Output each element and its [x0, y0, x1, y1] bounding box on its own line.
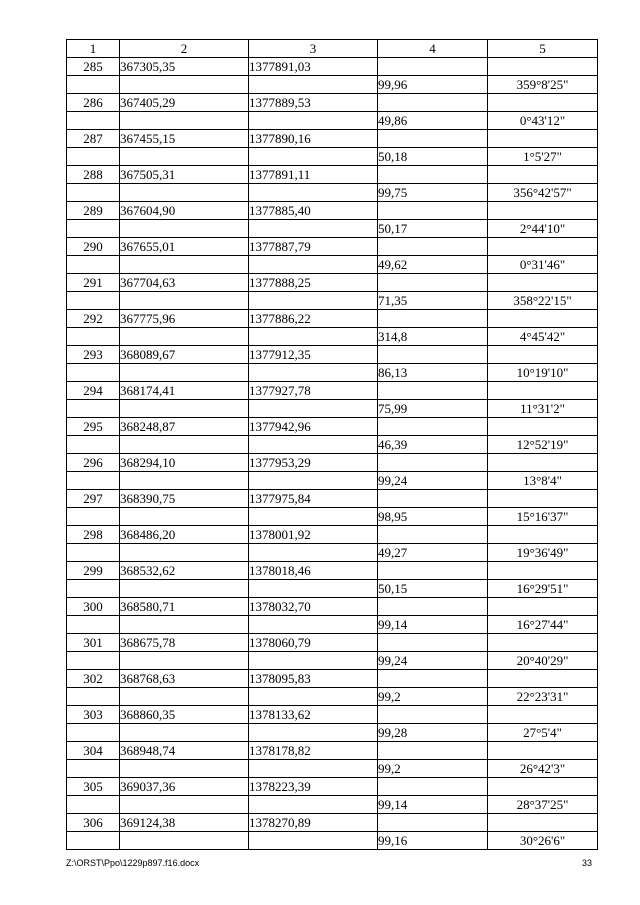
table-row: [67, 472, 598, 490]
empty-cell: [120, 796, 249, 814]
point-number-cell: 291: [67, 274, 120, 292]
empty-cell: [120, 652, 249, 670]
direction-angle-cell: 15°16'37": [488, 508, 598, 526]
y-coordinate-cell: 1378001,92: [249, 526, 378, 544]
distance-cell: 50,18: [378, 148, 488, 166]
empty-cell: [249, 688, 378, 706]
y-coordinate-cell: 1377886,22: [249, 310, 378, 328]
point-number-cell: 286: [67, 94, 120, 112]
direction-angle-cell: 1°5'27": [488, 148, 598, 166]
empty-cell: [249, 580, 378, 598]
y-coordinate-cell: 1377927,78: [249, 382, 378, 400]
x-coordinate-cell: 368174,41: [120, 382, 249, 400]
empty-cell: [249, 724, 378, 742]
empty-cell: [378, 814, 488, 832]
empty-cell: [67, 400, 120, 418]
empty-cell: [249, 112, 378, 130]
distance-cell: 99,14: [378, 796, 488, 814]
table-row: [67, 436, 598, 454]
distance-cell: 49,27: [378, 544, 488, 562]
point-number-cell: 295: [67, 418, 120, 436]
distance-cell: 50,15: [378, 580, 488, 598]
empty-cell: [249, 400, 378, 418]
empty-cell: [249, 616, 378, 634]
table-row: [67, 544, 598, 562]
direction-angle-cell: 358°22'15": [488, 292, 598, 310]
empty-cell: [488, 382, 598, 400]
x-coordinate-cell: 367305,35: [120, 58, 249, 76]
empty-cell: [488, 202, 598, 220]
x-coordinate-cell: 368089,67: [120, 346, 249, 364]
table-row: [67, 130, 598, 148]
empty-cell: [249, 148, 378, 166]
distance-cell: 98,95: [378, 508, 488, 526]
x-coordinate-cell: 368294,10: [120, 454, 249, 472]
empty-cell: [488, 598, 598, 616]
empty-cell: [67, 544, 120, 562]
table-row: [67, 760, 598, 778]
empty-cell: [67, 76, 120, 94]
header-row: [67, 40, 598, 58]
empty-cell: [120, 76, 249, 94]
point-number-cell: 306: [67, 814, 120, 832]
table-row: [67, 238, 598, 256]
distance-cell: 99,2: [378, 688, 488, 706]
x-coordinate-cell: 368390,75: [120, 490, 249, 508]
footer-page-number: 33: [582, 858, 593, 868]
point-number-cell: 289: [67, 202, 120, 220]
y-coordinate-cell: 1377975,84: [249, 490, 378, 508]
empty-cell: [120, 544, 249, 562]
empty-cell: [120, 760, 249, 778]
table-row: [67, 382, 598, 400]
empty-cell: [67, 364, 120, 382]
empty-cell: [249, 220, 378, 238]
empty-cell: [249, 76, 378, 94]
x-coordinate-cell: 368486,20: [120, 526, 249, 544]
empty-cell: [67, 112, 120, 130]
table-row: [67, 202, 598, 220]
empty-cell: [67, 508, 120, 526]
point-number-cell: 301: [67, 634, 120, 652]
distance-cell: 49,86: [378, 112, 488, 130]
empty-cell: [120, 688, 249, 706]
table-row: [67, 274, 598, 292]
empty-cell: [488, 490, 598, 508]
distance-cell: 99,96: [378, 76, 488, 94]
empty-cell: [249, 760, 378, 778]
point-number-cell: 297: [67, 490, 120, 508]
empty-cell: [67, 472, 120, 490]
point-number-cell: 305: [67, 778, 120, 796]
table-row: [67, 94, 598, 112]
direction-angle-cell: 30°26'6": [488, 832, 598, 850]
empty-cell: [488, 346, 598, 364]
empty-cell: [120, 724, 249, 742]
point-number-cell: 293: [67, 346, 120, 364]
empty-cell: [378, 346, 488, 364]
empty-cell: [378, 454, 488, 472]
x-coordinate-cell: 368768,63: [120, 670, 249, 688]
empty-cell: [67, 616, 120, 634]
point-number-cell: 300: [67, 598, 120, 616]
table-row: [67, 580, 598, 598]
table-row: [67, 670, 598, 688]
coordinates-table: [66, 39, 598, 850]
x-coordinate-cell: 368580,71: [120, 598, 249, 616]
empty-cell: [378, 670, 488, 688]
empty-cell: [67, 184, 120, 202]
empty-cell: [488, 670, 598, 688]
empty-cell: [120, 508, 249, 526]
x-coordinate-cell: 368248,87: [120, 418, 249, 436]
point-number-cell: 304: [67, 742, 120, 760]
point-number-cell: 303: [67, 706, 120, 724]
direction-angle-cell: 16°29'51": [488, 580, 598, 598]
empty-cell: [378, 634, 488, 652]
empty-cell: [378, 94, 488, 112]
table-row: [67, 58, 598, 76]
empty-cell: [249, 184, 378, 202]
table-row: [67, 832, 598, 850]
empty-cell: [378, 526, 488, 544]
empty-cell: [120, 112, 249, 130]
y-coordinate-cell: 1377891,11: [249, 166, 378, 184]
y-coordinate-cell: 1377888,25: [249, 274, 378, 292]
point-number-cell: 299: [67, 562, 120, 580]
empty-cell: [378, 706, 488, 724]
empty-cell: [67, 328, 120, 346]
y-coordinate-cell: 1378095,83: [249, 670, 378, 688]
empty-cell: [488, 742, 598, 760]
empty-cell: [67, 580, 120, 598]
header-cell: 5: [488, 40, 598, 58]
empty-cell: [378, 274, 488, 292]
point-number-cell: 285: [67, 58, 120, 76]
distance-cell: 99,24: [378, 472, 488, 490]
empty-cell: [67, 220, 120, 238]
empty-cell: [249, 256, 378, 274]
x-coordinate-cell: 367775,96: [120, 310, 249, 328]
x-coordinate-cell: 367505,31: [120, 166, 249, 184]
empty-cell: [67, 724, 120, 742]
distance-cell: 71,35: [378, 292, 488, 310]
empty-cell: [120, 328, 249, 346]
direction-angle-cell: 12°52'19": [488, 436, 598, 454]
empty-cell: [67, 256, 120, 274]
empty-cell: [249, 796, 378, 814]
table-row: [67, 256, 598, 274]
y-coordinate-cell: 1377953,29: [249, 454, 378, 472]
empty-cell: [120, 400, 249, 418]
table-row: [67, 148, 598, 166]
empty-cell: [120, 436, 249, 454]
header-cell: 3: [249, 40, 378, 58]
table-row: [67, 328, 598, 346]
empty-cell: [120, 256, 249, 274]
y-coordinate-cell: 1378060,79: [249, 634, 378, 652]
y-coordinate-cell: 1377890,16: [249, 130, 378, 148]
direction-angle-cell: 28°37'25": [488, 796, 598, 814]
empty-cell: [378, 58, 488, 76]
table-row: [67, 76, 598, 94]
table-row: [67, 724, 598, 742]
empty-cell: [67, 436, 120, 454]
empty-cell: [488, 94, 598, 112]
empty-cell: [120, 364, 249, 382]
x-coordinate-cell: 369037,36: [120, 778, 249, 796]
point-number-cell: 288: [67, 166, 120, 184]
table-row: [67, 526, 598, 544]
x-coordinate-cell: 369124,38: [120, 814, 249, 832]
x-coordinate-cell: 367455,15: [120, 130, 249, 148]
y-coordinate-cell: 1377891,03: [249, 58, 378, 76]
empty-cell: [378, 778, 488, 796]
empty-cell: [378, 418, 488, 436]
x-coordinate-cell: 367704,63: [120, 274, 249, 292]
empty-cell: [120, 148, 249, 166]
empty-cell: [67, 652, 120, 670]
empty-cell: [378, 310, 488, 328]
x-coordinate-cell: 368948,74: [120, 742, 249, 760]
direction-angle-cell: 11°31'2": [488, 400, 598, 418]
direction-angle-cell: 0°43'12": [488, 112, 598, 130]
header-cell: 4: [378, 40, 488, 58]
empty-cell: [249, 328, 378, 346]
empty-cell: [488, 310, 598, 328]
direction-angle-cell: 359°8'25": [488, 76, 598, 94]
point-number-cell: 287: [67, 130, 120, 148]
empty-cell: [488, 166, 598, 184]
empty-cell: [249, 292, 378, 310]
table-row: [67, 490, 598, 508]
direction-angle-cell: 26°42'3": [488, 760, 598, 778]
empty-cell: [249, 652, 378, 670]
distance-cell: 49,62: [378, 256, 488, 274]
footer-file-path: Z:\ORST\Ppo\1229p897.f16.docx: [66, 858, 200, 868]
table-row: [67, 508, 598, 526]
direction-angle-cell: 4°45'42": [488, 328, 598, 346]
table-row: [67, 652, 598, 670]
table-row: [67, 184, 598, 202]
point-number-cell: 296: [67, 454, 120, 472]
table-row: [67, 562, 598, 580]
distance-cell: 99,16: [378, 832, 488, 850]
y-coordinate-cell: 1378270,89: [249, 814, 378, 832]
empty-cell: [378, 598, 488, 616]
table-row: [67, 364, 598, 382]
empty-cell: [67, 760, 120, 778]
header-cell: 2: [120, 40, 249, 58]
table-row: [67, 796, 598, 814]
table-row: [67, 742, 598, 760]
y-coordinate-cell: 1378223,39: [249, 778, 378, 796]
empty-cell: [378, 238, 488, 256]
distance-cell: 50,17: [378, 220, 488, 238]
point-number-cell: 298: [67, 526, 120, 544]
y-coordinate-cell: 1378133,62: [249, 706, 378, 724]
empty-cell: [120, 184, 249, 202]
empty-cell: [378, 382, 488, 400]
empty-cell: [378, 130, 488, 148]
empty-cell: [488, 778, 598, 796]
empty-cell: [488, 526, 598, 544]
table-row: [67, 112, 598, 130]
table-row: [67, 634, 598, 652]
empty-cell: [120, 832, 249, 850]
empty-cell: [488, 634, 598, 652]
empty-cell: [378, 202, 488, 220]
empty-cell: [249, 436, 378, 454]
point-number-cell: 294: [67, 382, 120, 400]
empty-cell: [67, 688, 120, 706]
empty-cell: [488, 454, 598, 472]
x-coordinate-cell: 368675,78: [120, 634, 249, 652]
y-coordinate-cell: 1378018,46: [249, 562, 378, 580]
empty-cell: [249, 472, 378, 490]
empty-cell: [488, 58, 598, 76]
y-coordinate-cell: 1378032,70: [249, 598, 378, 616]
empty-cell: [67, 292, 120, 310]
empty-cell: [120, 472, 249, 490]
distance-cell: 99,75: [378, 184, 488, 202]
empty-cell: [249, 544, 378, 562]
empty-cell: [488, 130, 598, 148]
empty-cell: [488, 706, 598, 724]
empty-cell: [378, 742, 488, 760]
empty-cell: [249, 832, 378, 850]
empty-cell: [249, 364, 378, 382]
direction-angle-cell: 2°44'10": [488, 220, 598, 238]
point-number-cell: 292: [67, 310, 120, 328]
distance-cell: 46,39: [378, 436, 488, 454]
table-row: [67, 454, 598, 472]
empty-cell: [120, 220, 249, 238]
header-cell: 1: [67, 40, 120, 58]
y-coordinate-cell: 1377912,35: [249, 346, 378, 364]
x-coordinate-cell: 368860,35: [120, 706, 249, 724]
y-coordinate-cell: 1377889,53: [249, 94, 378, 112]
y-coordinate-cell: 1377887,79: [249, 238, 378, 256]
empty-cell: [67, 148, 120, 166]
table-row: [67, 778, 598, 796]
point-number-cell: 290: [67, 238, 120, 256]
y-coordinate-cell: 1377942,96: [249, 418, 378, 436]
x-coordinate-cell: 368532,62: [120, 562, 249, 580]
empty-cell: [249, 508, 378, 526]
direction-angle-cell: 20°40'29": [488, 652, 598, 670]
direction-angle-cell: 10°19'10": [488, 364, 598, 382]
table-row: [67, 814, 598, 832]
empty-cell: [488, 274, 598, 292]
empty-cell: [378, 562, 488, 580]
table-row: [67, 706, 598, 724]
empty-cell: [378, 166, 488, 184]
direction-angle-cell: 356°42'57": [488, 184, 598, 202]
direction-angle-cell: 27°5'4": [488, 724, 598, 742]
direction-angle-cell: 19°36'49": [488, 544, 598, 562]
point-number-cell: 302: [67, 670, 120, 688]
distance-cell: 99,14: [378, 616, 488, 634]
table-row: [67, 616, 598, 634]
distance-cell: 314,8: [378, 328, 488, 346]
empty-cell: [378, 490, 488, 508]
distance-cell: 99,24: [378, 652, 488, 670]
table-row: [67, 346, 598, 364]
y-coordinate-cell: 1377885,40: [249, 202, 378, 220]
table-row: [67, 418, 598, 436]
empty-cell: [120, 616, 249, 634]
direction-angle-cell: 16°27'44": [488, 616, 598, 634]
x-coordinate-cell: 367655,01: [120, 238, 249, 256]
table-row: [67, 220, 598, 238]
empty-cell: [488, 562, 598, 580]
empty-cell: [488, 814, 598, 832]
x-coordinate-cell: 367405,29: [120, 94, 249, 112]
empty-cell: [67, 832, 120, 850]
empty-cell: [488, 418, 598, 436]
table-row: [67, 688, 598, 706]
table-row: [67, 166, 598, 184]
table-row: [67, 598, 598, 616]
direction-angle-cell: 0°31'46": [488, 256, 598, 274]
empty-cell: [488, 238, 598, 256]
y-coordinate-cell: 1378178,82: [249, 742, 378, 760]
table-row: [67, 400, 598, 418]
x-coordinate-cell: 367604,90: [120, 202, 249, 220]
empty-cell: [67, 796, 120, 814]
direction-angle-cell: 22°23'31": [488, 688, 598, 706]
distance-cell: 75,99: [378, 400, 488, 418]
empty-cell: [120, 292, 249, 310]
table-row: [67, 310, 598, 328]
distance-cell: 86,13: [378, 364, 488, 382]
distance-cell: 99,2: [378, 760, 488, 778]
direction-angle-cell: 13°8'4": [488, 472, 598, 490]
empty-cell: [120, 580, 249, 598]
table-row: [67, 292, 598, 310]
distance-cell: 99,28: [378, 724, 488, 742]
